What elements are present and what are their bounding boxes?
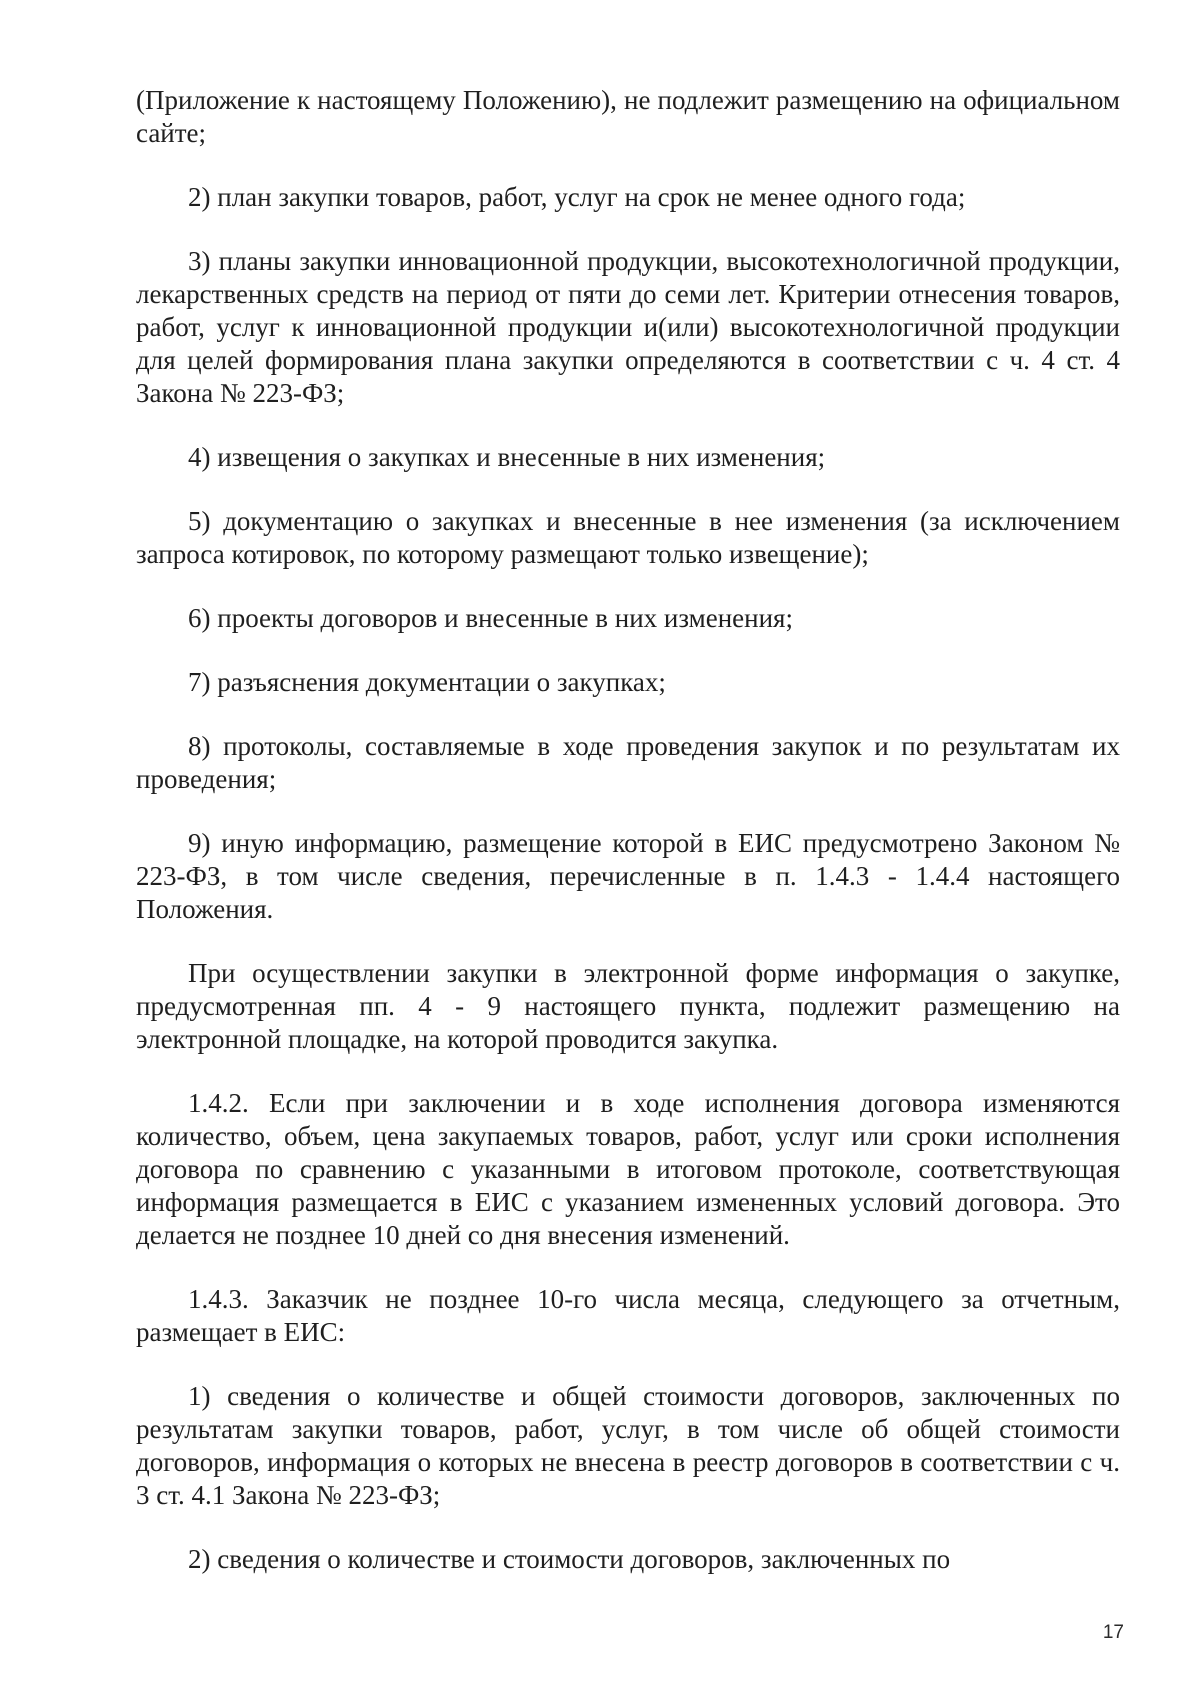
paragraph-item-9-other-info: 9) иную информацию, размещение которой в ЕИС предусмотрено Законом № 223-ФЗ, в том числе сведения, перечисленные в п. 1.4.3 - 1.4.4 настоящего Положения. xyxy=(136,828,1120,924)
paragraph-1-4-3-item-1: 1) сведения о количестве и общей стоимости договоров, заключенных по результатам закупки товаров, работ, услуг, в том числе об общей стоимости договоров, информация о которых не внесена в реестр договоров в соответствии с ч. 3 ст. 4.1 Закона № 223-ФЗ; xyxy=(136,1381,1120,1510)
page-number: 17 xyxy=(1102,1622,1124,1643)
paragraph-electronic-form: При осуществлении закупки в электронной форме информация о закупке, предусмотренная пп. 4 - 9 настоящего пункта, подлежит размещению на электронной площадке, на которой проводится закупка. xyxy=(136,958,1120,1054)
paragraph-item-8-protocols: 8) протоколы, составляемые в ходе проведения закупок и по результатам их проведения; xyxy=(136,731,1120,794)
paragraph-1-4-3-item-2: 2) сведения о количестве и стоимости договоров, заключенных по xyxy=(188,1544,951,1574)
paragraph-item-3-innovative-products: 3) планы закупки инновационной продукции, высокотехнологичной продукции, лекарственных средств на период от пяти до семи лет. Критерии отнесения товаров, работ, услуг к инновационной продукции и(или) высокотехнологичной продукции для целей формирования плана закупки определяются в соответствии с ч. 4 ст. 4 Закона № 223-ФЗ; xyxy=(136,246,1120,408)
paragraph-section-1-4-3: 1.4.3. Заказчик не позднее 10-го числа месяца, следующего за отчетным, размещает в ЕИС: xyxy=(136,1284,1120,1347)
paragraph-continuation: (Приложение к настоящему Положению), не подлежит размещению на официальном сайте; xyxy=(136,85,1120,148)
document-body xyxy=(136,84,1120,1607)
paragraph-item-4-notices: 4) извещения о закупках и внесенные в них изменения; xyxy=(188,442,826,472)
paragraph-item-7-clarifications: 7) разъяснения документации о закупках; xyxy=(188,667,666,697)
paragraph-section-1-4-2: 1.4.2. Если при заключении и в ходе исполнения договора изменяются количество, объем, цена закупаемых товаров, работ, услуг или сроки исполнения договора по сравнению с указанными в итоговом протоколе, соответствующая информация размещается в ЕИС с указанием измененных условий договора. Это делается не позднее 10 дней со дня внесения изменений. xyxy=(136,1088,1120,1250)
paragraph-item-2-procurement-plan: 2) план закупки товаров, работ, услуг на срок не менее одного года; xyxy=(188,182,966,212)
paragraph-item-6-draft-contracts: 6) проекты договоров и внесенные в них изменения; xyxy=(188,603,793,633)
paragraph-item-5-documentation: 5) документацию о закупках и внесенные в нее изменения (за исключением запроса котировок, по которому размещают только извещение); xyxy=(136,506,1120,569)
